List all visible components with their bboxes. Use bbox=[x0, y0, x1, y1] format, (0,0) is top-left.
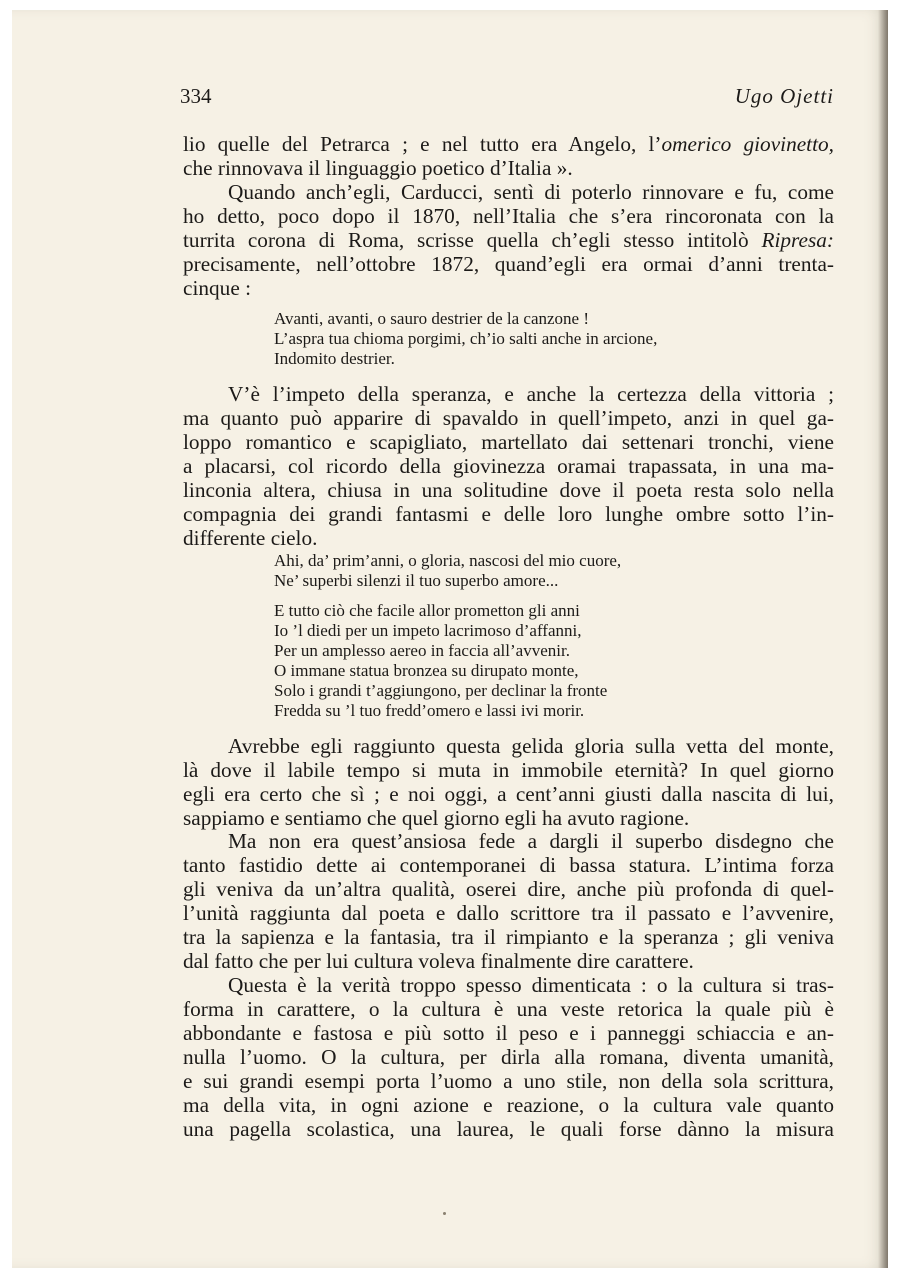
body-line: abbondante e fastosa e più sotto il peso e i panneggi schiaccia e an- bbox=[183, 1021, 834, 1045]
verse-line: E tutto ciò che facile allor prometton gli anni bbox=[274, 601, 580, 620]
body-line: lio quelle del Petrarca ; e nel tutto era Angelo, l’omerico giovinetto, bbox=[183, 132, 834, 156]
body-line: ma della vita, in ogni azione e reazione, o la cultura vale quanto bbox=[183, 1093, 834, 1117]
verse-line: O immane statua bronzea su dirupato monte, bbox=[274, 661, 579, 680]
verse-line: Ne’ superbi silenzi il tuo superbo amore... bbox=[274, 571, 559, 590]
body-line: l’unità raggiunta dal poeta e dallo scrittore tra il passato e l’avvenire, bbox=[183, 901, 834, 925]
body-line: Questa è la verità troppo spesso dimenticata : o la cultura si tras- bbox=[228, 973, 834, 997]
verse-line: Avanti, avanti, o sauro destrier de la canzone ! bbox=[274, 309, 589, 328]
body-line: tra la sapienza e la fantasia, tra il rimpianto e la speranza ; gli veniva bbox=[183, 925, 834, 949]
body-line: gli veniva da un’altra qualità, oserei dire, anche più profonda di quel- bbox=[183, 877, 834, 901]
print-speck bbox=[443, 1212, 446, 1215]
verse-line: Ahi, da’ prim’anni, o gloria, nascosi del mio cuore, bbox=[274, 551, 622, 570]
page-number: 334 bbox=[180, 84, 212, 108]
body-line: linconia altera, chiusa in una solitudine dove il poeta resta solo nella bbox=[183, 478, 834, 502]
verse-line: Fredda su ’l tuo fredd’omero e lassi ivi morir. bbox=[274, 701, 585, 720]
body-line: Quando anch’egli, Carducci, sentì di poterlo rinnovare e fu, come bbox=[228, 180, 834, 204]
body-line: differente cielo. bbox=[183, 526, 318, 550]
running-head: Ugo Ojetti bbox=[734, 84, 834, 108]
verse-line: Solo i grandi t’aggiungono, per declinar la fronte bbox=[274, 681, 608, 700]
verse-line: Io ’l diedi per un impeto lacrimoso d’affanni, bbox=[274, 621, 582, 640]
body-line: a placarsi, col ricordo della giovinezza oramai trapassata, in una ma- bbox=[183, 454, 834, 478]
body-line: loppo romantico e scapigliato, martellato dai settenari tronchi, viene bbox=[183, 430, 834, 454]
body-line: dal fatto che per lui cultura voleva finalmente dire carattere. bbox=[183, 949, 694, 973]
body-line: sappiamo e sentiamo che quel giorno egli ha avuto ragione. bbox=[183, 806, 690, 830]
body-line: Ma non era quest’ansiosa fede a dargli il superbo disdegno che bbox=[228, 829, 834, 853]
verse-line: Per un amplesso aereo in faccia all’avvenir. bbox=[274, 641, 570, 660]
body-line: nulla l’uomo. O la cultura, per dirla alla romana, diventa umanità, bbox=[183, 1045, 834, 1069]
body-line: cinque : bbox=[183, 276, 252, 300]
page-edge-shadow bbox=[878, 10, 888, 1268]
body-line: tanto fastidio dette ai contemporanei di bassa statura. L’intima forza bbox=[183, 853, 834, 877]
body-line: ma quanto può apparire di spavaldo in quell’impeto, anzi in quel ga- bbox=[183, 406, 834, 430]
body-line: compagnia dei grandi fantasmi e delle loro lunghe ombre sotto l’in- bbox=[183, 502, 834, 526]
page-header bbox=[180, 84, 834, 114]
body-line: che rinnovava il linguaggio poetico d’Italia ». bbox=[183, 156, 573, 180]
body-line: forma in carattere, o la cultura è una veste retorica la quale più è bbox=[183, 997, 834, 1021]
body-line: precisamente, nell’ottobre 1872, quand’egli era ormai d’anni trenta- bbox=[183, 252, 834, 276]
body-line: egli era certo che sì ; e noi oggi, a cent’anni giusti dalla nascita di lui, bbox=[183, 782, 834, 806]
body-line: e sui grandi esempi porta l’uomo a uno stile, non della sola scrittura, bbox=[183, 1069, 834, 1093]
verse-line: L’aspra tua chioma porgimi, ch’io salti anche in arcione, bbox=[274, 329, 658, 348]
body-line: ho detto, poco dopo il 1870, nell’Italia che s’era rincoronata con la bbox=[183, 204, 834, 228]
body-line: turrita corona di Roma, scrisse quella ch’egli stesso intitolò Ripresa: bbox=[183, 228, 834, 252]
body-line: V’è l’impeto della speranza, e anche la certezza della vittoria ; bbox=[228, 382, 834, 406]
body-line: Avrebbe egli raggiunto questa gelida gloria sulla vetta del monte, bbox=[228, 734, 834, 758]
verse-line: Indomito destrier. bbox=[274, 349, 395, 368]
body-line: una pagella scolastica, una laurea, le quali forse dànno la misura bbox=[183, 1117, 834, 1141]
body-line: là dove il labile tempo si muta in immobile eternità? In quel giorno bbox=[183, 758, 834, 782]
